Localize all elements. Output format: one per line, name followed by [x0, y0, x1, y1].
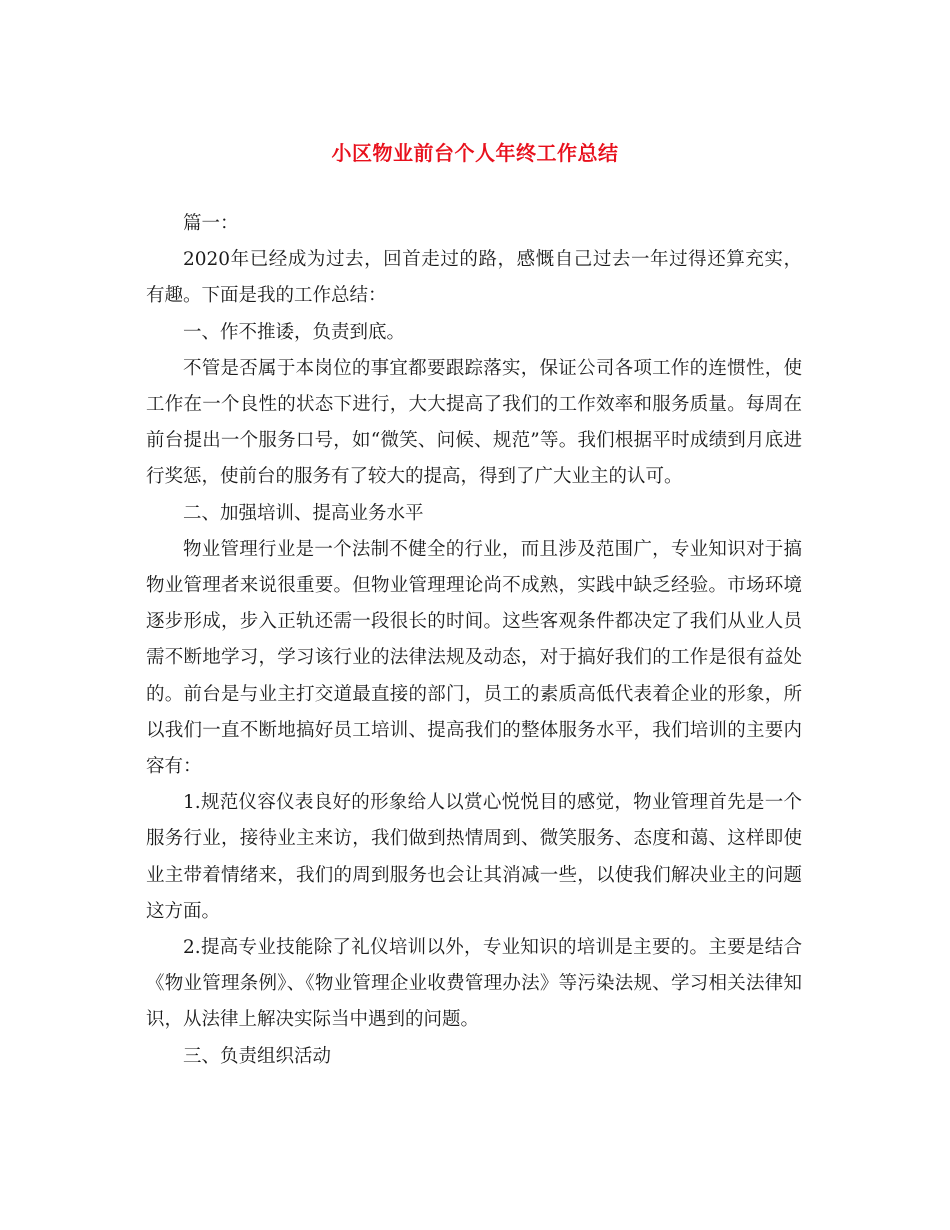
- paragraph-section-two: 物业管理行业是一个法制不健全的行业，而且涉及范围广，专业知识对于搞物业管理者来说很重要。但物业管理理论尚不成熟，实践中缺乏经验。市场环境逐步形成，步入正轨还需一段很长的时间。这些客观条件都决定了我们从业人员需不断地学习，学习该行业的法律法规及动态，对于搞好我们的工作是很有益处的。前台是与业主打交道最直接的部门，员工的素质高低代表着企业的形象，所以我们一直不断地搞好员工培训、提高我们的整体服务水平，我们培训的主要内容有：: [146, 538, 802, 778]
- heading-section-three: 三、负责组织活动: [183, 1045, 332, 1067]
- document-body: [146, 206, 802, 1075]
- paragraph-item-one: 1.规范仪容仪表良好的形象给人以赏心悦悦目的感觉，物业管理首先是一个服务行业，接待业主来访，我们做到热情周到、微笑服务、态度和蔼、这样即使业主带着情绪来，我们的周到服务也会让其消减一些，以使我们解决业主的问题这方面。: [146, 792, 802, 922]
- document-title: 小区物业前台个人年终工作总结: [331, 141, 619, 165]
- paragraph-section-one: 不管是否属于本岗位的事宜都要跟踪落实，保证公司各项工作的连惯性，使工作在一个良性的状态下进行，大大提高了我们的工作效率和服务质量。每周在前台提出一个服务口号，如“微笑、问候、规范”等。我们根据平时成绩到月底进行奖惩，使前台的服务有了较大的提高，得到了广大业主的认可。: [146, 357, 802, 488]
- paragraph-intro: 2020年已经成为过去，回首走过的路，感慨自己过去一年过得还算充实，有趣。下面是我的工作总结：: [146, 249, 802, 307]
- paragraph-item-two: 2.提高专业技能除了礼仪培训以外，专业知识的培训是主要的。主要是结合《物业管理条例》、《物业管理企业收费管理办法》等污染法规、学习相关法律知识，从法律上解决实际当中遇到的问题。: [146, 937, 802, 1031]
- section-label-part-one: 篇一：: [183, 213, 239, 234]
- heading-section-two: 二、加强培训、提高业务水平: [183, 502, 424, 524]
- heading-section-one: 一、作不推诿，负责到底。: [183, 321, 406, 343]
